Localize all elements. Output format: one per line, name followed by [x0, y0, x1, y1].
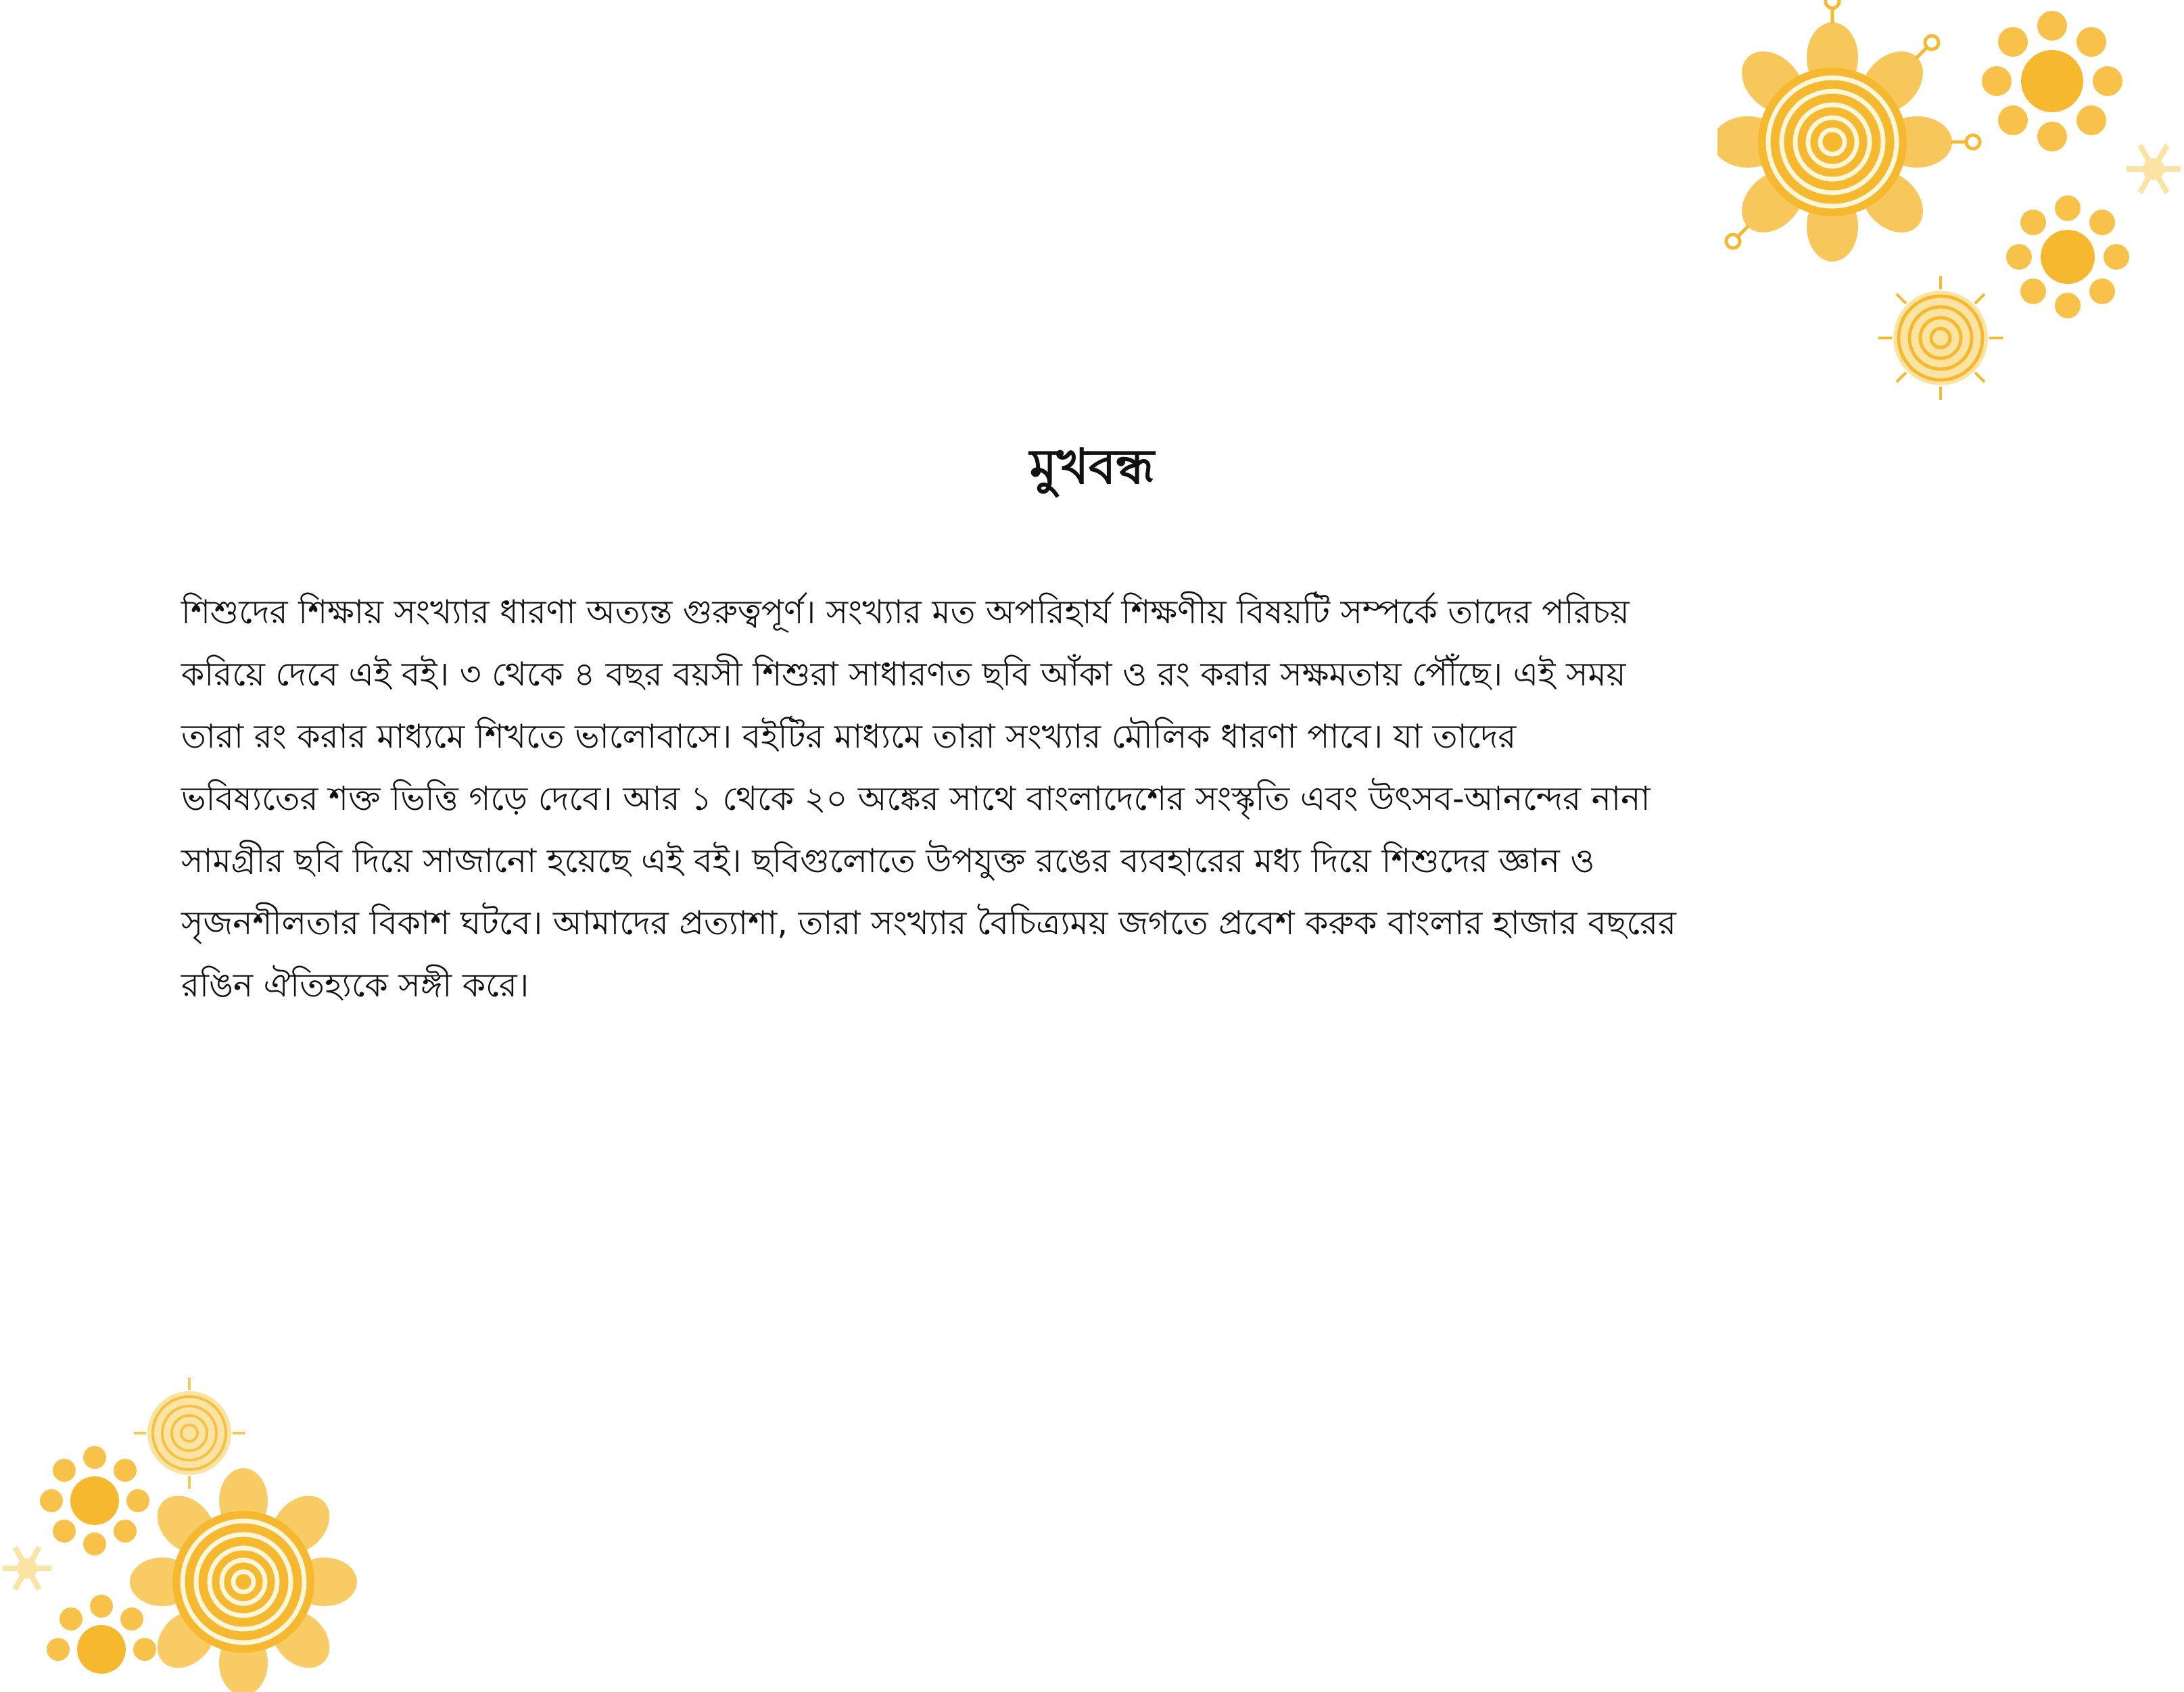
page-title: মুখবন্ধ — [1029, 438, 1155, 495]
dot-flower-icon — [40, 1446, 149, 1555]
floral-decoration-bottom-left — [0, 1365, 406, 1692]
paragraph-line: তারা রং করার মাধ্যমে শিখতে ভালোবাসে। বইটির মাধ্যমে তারা সংখ্যার মৌলিক ধারণা পাবে। যা তাদের — [181, 717, 1517, 756]
paragraph-line: ভবিষ্যতের শক্ত ভিত্তি গড়ে দেবে। আর ১ থেকে ২০ অঙ্কের সাথে বাংলাদেশের সংস্কৃতি এবং উৎসব-আনন্দের নানা — [181, 779, 1651, 818]
spiral-flower-icon — [134, 1378, 245, 1489]
snowflake-icon — [2127, 145, 2181, 193]
dot-flower-icon — [1982, 11, 2122, 151]
sun-flower-icon — [130, 1468, 357, 1692]
spiral-flower-icon — [1878, 276, 2003, 400]
floral-decoration-top-right — [1717, 0, 2184, 419]
snowflake-icon — [3, 1547, 51, 1589]
paragraph-line: রঙিন ঐতিহ্যকে সঙ্গী করে। — [181, 966, 529, 1005]
paragraph-line: সামগ্রীর ছবি দিয়ে সাজানো হয়েছে এই বই। ছবিগুলোতে উপযুক্ত রঙের ব্যবহারের মধ্য দিয়ে শিশুদের জ্ঞান ও — [181, 842, 1595, 880]
paragraph-line: শিশুদের শিক্ষায় সংখ্যার ধারণা অত্যন্ত গুরুত্বপূর্ণ। সংখ্যার মত অপরিহার্য শিক্ষণীয় বিষয়টি সম্পর্কে তাদের পরিচয় — [181, 593, 1630, 631]
paragraph-line: সৃজনশীলতার বিকাশ ঘটবে। আমাদের প্রত্যাশা, তারা সংখ্যার বৈচিত্র্যময় জগতে প্রবেশ করুক বাংলার হাজার বছরের — [181, 904, 1676, 942]
dot-flower-icon — [2006, 195, 2129, 318]
sun-flower-icon — [1717, 0, 1980, 262]
paragraph-line: করিয়ে দেবে এই বই। ৩ থেকে ৪ বছর বয়সী শিশুরা সাধারণত ছবি আঁকা ও রং করার সক্ষমতায় পৌঁছে। এই সময় — [181, 655, 1626, 694]
preface-paragraph — [181, 581, 1946, 1017]
dot-flower-icon — [47, 1595, 156, 1674]
